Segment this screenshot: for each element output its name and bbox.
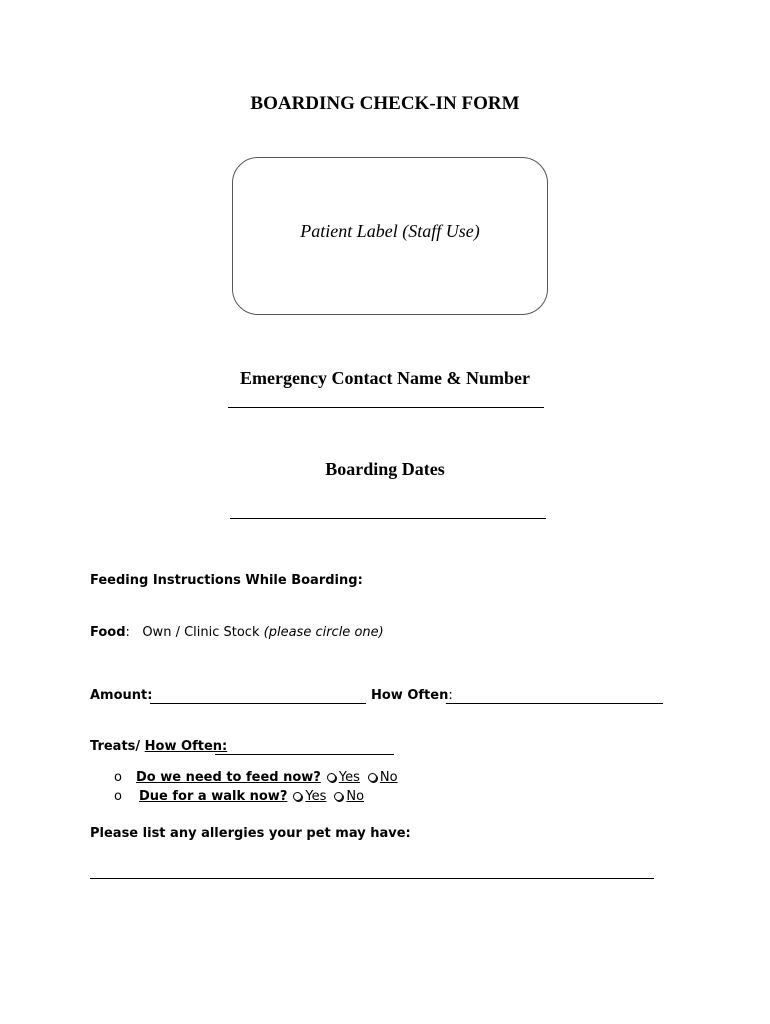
treats-row [90,739,227,754]
patient-label-text: Patient Label (Staff Use) [300,221,480,241]
how-often-label: How Often [371,688,449,703]
amount-line[interactable] [150,703,366,704]
form-title: BOARDING CHECK-IN FORM [250,93,520,114]
how-often-line[interactable] [446,703,663,704]
emergency-contact-line[interactable] [228,407,544,408]
feeding-instructions-heading: Feeding Instructions While Boarding: [90,573,363,588]
walk-now-bullet: o [114,789,122,804]
allergies-line[interactable] [90,878,654,879]
food-row [90,625,384,640]
feed-now-yes-radio-icon[interactable] [327,773,336,782]
walk-now-no-radio-icon[interactable] [334,792,343,801]
emergency-contact-label: Emergency Contact Name & Number [240,368,530,388]
walk-now-yes-radio-icon[interactable] [293,792,302,801]
feed-now-bullet: o [114,770,122,785]
feed-now-text: Do we need to feed now? [136,770,321,785]
feed-now-no-label: No [379,770,398,785]
patient-label-box [232,157,548,315]
allergies-label: Please list any allergies your pet may have: [90,826,411,841]
food-hint: (please circle one) [263,625,384,640]
feed-now-question [136,770,398,785]
treats-how-often-label: How Often: [144,739,228,754]
walk-now-yes-label: Yes [305,789,327,804]
walk-now-question [139,789,364,804]
boarding-dates-label: Boarding Dates [325,459,445,479]
amount-label: Amount: [90,688,153,703]
food-colon: : [125,625,130,640]
boarding-dates-line[interactable] [230,518,546,519]
how-often-row [371,688,453,703]
treats-label: Treats/ [90,739,145,754]
how-often-colon: : [448,688,453,703]
feed-now-yes-label: Yes [338,770,360,785]
food-options[interactable]: Own / Clinic Stock [142,625,260,640]
food-label: Food [90,625,126,640]
walk-now-text: Due for a walk now? [139,789,288,804]
walk-now-no-label: No [346,789,365,804]
treats-line[interactable] [215,754,394,755]
feed-now-no-radio-icon[interactable] [368,773,377,782]
